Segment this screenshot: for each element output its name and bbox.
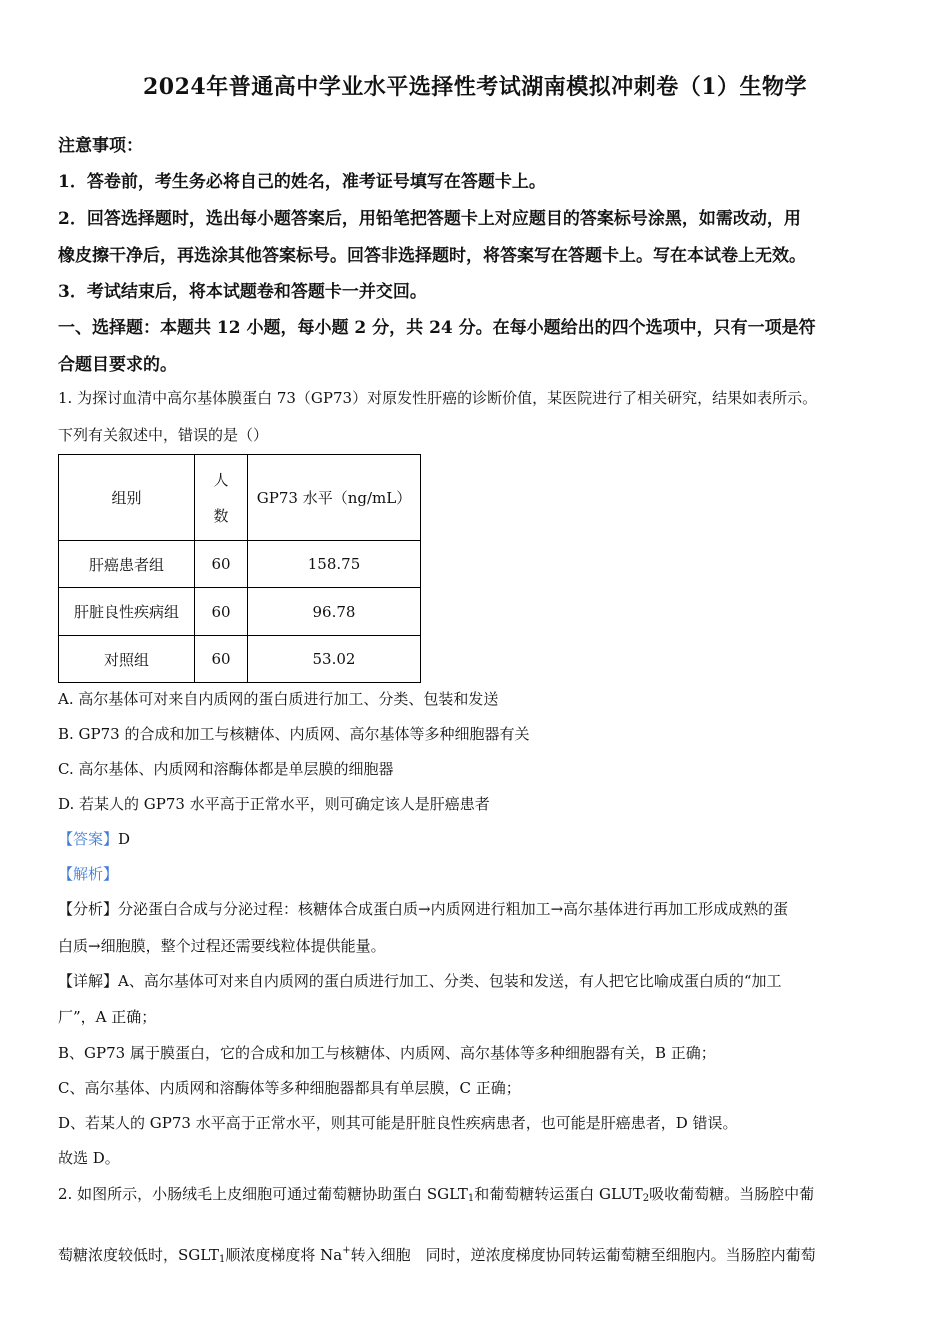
row-2-level: 96.78 (248, 588, 421, 636)
table-header-row (59, 455, 421, 541)
section-heading-line-2: 合题目要求的。 (58, 355, 177, 375)
q2-l2-text-a: 萄糖浓度较低时，SGLT (58, 1246, 220, 1264)
q1-answer (58, 828, 898, 849)
q2-l2-text-b: 顺浓度梯度将 Na (225, 1246, 343, 1264)
row-3-group: 对照组 (59, 636, 195, 683)
q1-detail-line-1: 【详解】A、高尔基体可对来自内质网的蛋白质进行加工、分类、包装和发送，有人把它比喻成蛋白质的“加工 (58, 972, 782, 990)
q1-stem-line-1: 1. 为探讨血清中高尔基体膜蛋白 73（GP73）对原发性肝癌的诊断价值，某医院进行了相关研究，结果如表所示。 (58, 389, 818, 407)
q2-l2-subscript-1: 1 (219, 1254, 226, 1265)
section-heading-line-1: 一、选择题：本题共 12 小题，每小题 2 分，共 24 分。在每小题给出的四个选项中，只有一项是符 (58, 318, 816, 338)
q1-conclusion: 故选 D。 (58, 1149, 120, 1167)
q1-fenxi-line-2: 白质→细胞膜，整个过程还需要线粒体提供能量。 (58, 937, 386, 955)
q2-l2-superscript: + (342, 1245, 351, 1256)
row-3-level: 53.02 (248, 636, 421, 683)
q2-stem-line-2 (58, 1244, 898, 1265)
q1-detail-d: D、若某人的 GP73 水平高于正常水平，则其可能是肝脏良性疾病患者，也可能是肝癌患者，D 错误。 (58, 1114, 738, 1132)
row-2-count: 60 (195, 588, 248, 636)
answer-value: D (118, 830, 131, 848)
q2-l1-text-a: 2. 如图所示，小肠绒毛上皮细胞可通过葡萄糖协助蛋白 SGLT (58, 1185, 468, 1203)
q2-l1-text-c: 吸收葡萄糖。当肠腔中葡 (649, 1185, 815, 1203)
q1-option-d: D. 若某人的 GP73 水平高于正常水平，则可确定该人是肝癌患者 (58, 795, 490, 813)
q1-detail-b: B、GP73 属于膜蛋白，它的合成和加工与核糖体、内质网、高尔基体等多种细胞器有关，B 正确； (58, 1044, 716, 1062)
notice-item-1: 1．答卷前，考生务必将自己的姓名，准考证号填写在答题卡上。 (58, 172, 546, 192)
row-2-group: 肝脏良性疾病组 (59, 588, 195, 636)
exam-title: 2024年普通高中学业水平选择性考试湖南模拟冲刺卷（1）生物学 (142, 74, 808, 100)
notice-item-2-line-2: 橡皮擦干净后，再选涂其他答案标号。回答非选择题时，将答案写在答题卡上。写在本试卷上无效。 (58, 246, 806, 266)
table-row (59, 541, 421, 588)
notice-item-2-line-1: 2．回答选择题时，选出每小题答案后，用铅笔把答题卡上对应题目的答案标号涂黑，如需改动，用 (58, 209, 801, 229)
q2-l1-subscript-2: 2 (642, 1193, 650, 1204)
q1-detail-c: C、高尔基体、内质网和溶酶体等多种细胞器都具有单层膜，C 正确； (58, 1079, 521, 1097)
q2-l2-text-c: 转入细胞 同时，逆浓度梯度协同转运葡萄糖至细胞内。当肠腔内葡萄 (350, 1246, 816, 1264)
q1-detail-line-2: 厂”，A 正确； (58, 1008, 157, 1026)
table-row (59, 588, 421, 636)
row-1-level: 158.75 (248, 541, 421, 588)
notice-heading: 注意事项： (58, 136, 143, 156)
gp73-data-table (58, 454, 421, 683)
notice-item-3: 3．考试结束后，将本试题卷和答题卡一并交回。 (58, 282, 427, 302)
header-group: 组别 (59, 455, 195, 541)
q1-fenxi-line-1: 【分析】分泌蛋白合成与分泌过程：核糖体合成蛋白质→内质网进行粗加工→高尔基体进行再加工形成成熟的蛋 (58, 900, 789, 918)
header-gp73-level: GP73 水平（ng/mL） (248, 455, 421, 541)
row-3-count: 60 (195, 636, 248, 683)
analysis-label: 【解析】 (58, 865, 119, 883)
row-1-count: 60 (195, 541, 248, 588)
header-count (195, 455, 248, 541)
table-row (59, 636, 421, 683)
q1-option-a: A. 高尔基体可对来自内质网的蛋白质进行加工、分类、包装和发送 (58, 690, 499, 708)
q2-l1-text-b: 和葡萄糖转运蛋白 GLUT (474, 1185, 643, 1203)
q1-stem-line-2: 下列有关叙述中，错误的是（） (58, 426, 269, 444)
q2-l1-subscript-1: 1 (467, 1193, 475, 1204)
header-count-char-2: 数 (213, 506, 229, 525)
q2-stem-line-1 (58, 1183, 898, 1204)
q1-option-b: B. GP73 的合成和加工与核糖体、内质网、高尔基体等多种细胞器有关 (58, 725, 530, 743)
answer-label: 【答案】 (58, 830, 119, 848)
header-count-char-1: 人 (213, 470, 229, 489)
q1-option-c: C. 高尔基体、内质网和溶酶体都是单层膜的细胞器 (58, 760, 394, 778)
row-1-group: 肝癌患者组 (59, 541, 195, 588)
